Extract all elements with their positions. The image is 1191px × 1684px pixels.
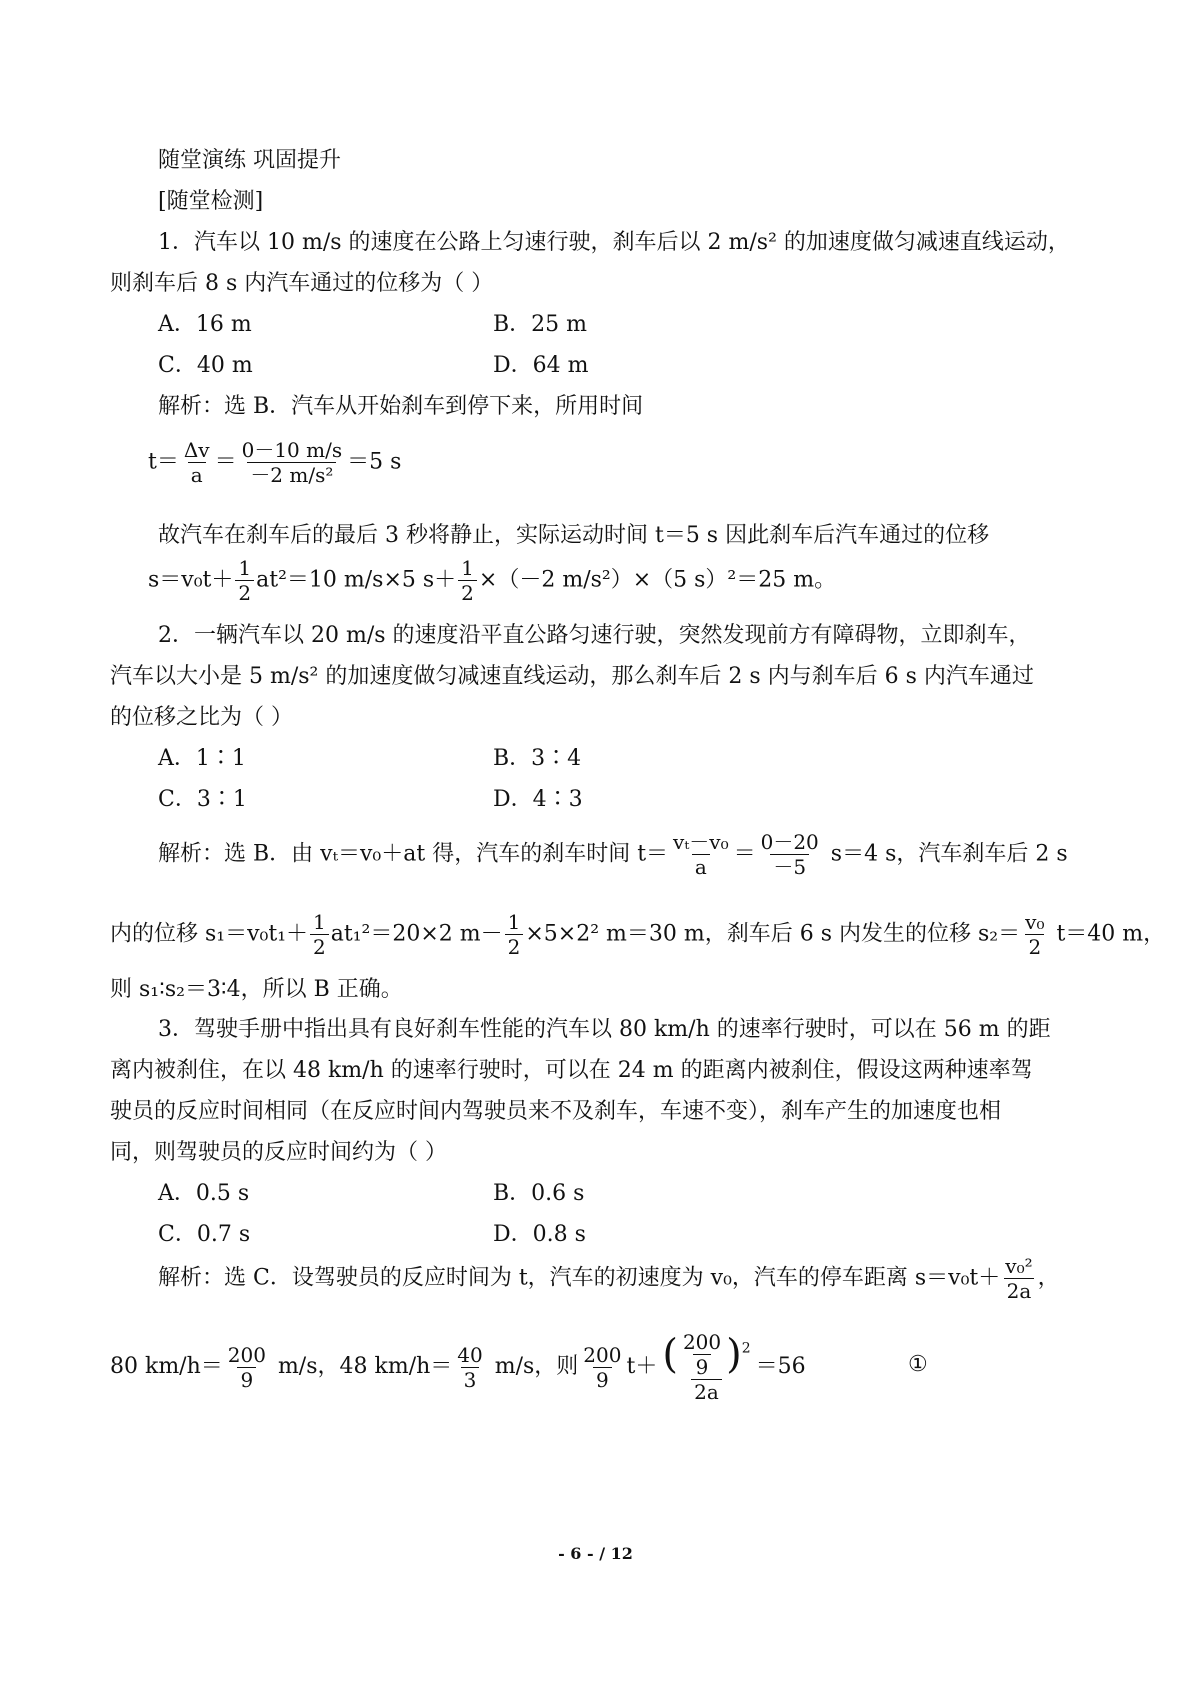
q2-stem-line2: 汽车以大小是 5 m/s² 的加速度做匀减速直线运动，那么刹车后 2 s 内与刹车后 6 s 内汽车通过 xyxy=(110,664,1034,689)
q1-eq-frac2 xyxy=(239,438,346,487)
q3-frac-80 xyxy=(225,1343,269,1392)
q2-line2-part-d: t＝40 m， xyxy=(1049,921,1166,947)
q3-l2-part-c: m/s，则 xyxy=(487,1354,579,1379)
q3-option-a: A．0.5 s xyxy=(158,1181,250,1206)
q2-analysis-line1 xyxy=(158,830,1068,879)
q3-frac-squared xyxy=(659,1330,753,1404)
q3-l2-part-d: t＋ xyxy=(626,1354,658,1379)
q2-analysis-line2 xyxy=(110,910,1165,959)
q1-line4-part-b: at²＝10 m/s×5 s＋ xyxy=(256,567,457,593)
q3-frac-stop-den: 2a xyxy=(1004,1278,1035,1303)
q1-line4-part-c: ×（－2 m/s²）×（5 s）²＝25 m。 xyxy=(478,567,837,593)
q2-eq: ＝ xyxy=(733,841,756,867)
q1-half-num-2: 1 xyxy=(461,556,474,580)
q2-option-a: A．1∶1 xyxy=(158,746,246,771)
q3-inner-frac xyxy=(680,1330,724,1379)
q3-stem-line3: 驶员的反应时间相同（在反应时间内驾驶员来不及刹车，车速不变），刹车产生的加速度也相 xyxy=(110,1099,1002,1124)
equation-marker: ① xyxy=(908,1352,928,1377)
q2-line2-part-a: 内的位移 s₁＝v₀t₁＋ xyxy=(110,921,309,947)
q3-frac-48 xyxy=(454,1343,485,1392)
q2-frac3-den: 2 xyxy=(1025,934,1044,959)
q3-frac-v-num: 200 xyxy=(583,1342,622,1367)
q1-half-den-2: 2 xyxy=(458,580,477,605)
q1-eq-frac1-den: a xyxy=(188,462,206,487)
q3-stem-line1: 3．驾驶手册中指出具有良好刹车性能的汽车以 80 km/h 的速率行驶时，可以在 56 m 的距 xyxy=(158,1017,1051,1042)
q1-option-d: D．64 m xyxy=(493,353,589,378)
q1-eq-equals: ＝ xyxy=(214,449,237,475)
q2-frac2-den: －5 xyxy=(770,854,809,879)
q2-half-den: 2 xyxy=(310,934,329,959)
q2-analysis-line3: 则 s₁∶s₂＝3∶4，所以 B 正确。 xyxy=(110,977,403,1002)
q2-option-c: C．3∶1 xyxy=(158,787,247,812)
q2-frac1 xyxy=(670,830,732,879)
q2-option-b: B．3∶4 xyxy=(493,746,582,771)
q2-frac2 xyxy=(758,830,822,879)
q2-half-num: 1 xyxy=(313,910,326,934)
q2-stem-line1: 2．一辆汽车以 20 m/s 的速度沿平直公路匀速行驶，突然发现前方有障碍物，立即刹车， xyxy=(158,623,1031,648)
q1-half-frac2 xyxy=(458,556,477,605)
q1-equation xyxy=(148,438,401,487)
q3-frac-v-den: 9 xyxy=(593,1367,612,1392)
q1-eq-frac1-num: Δv xyxy=(183,438,210,462)
q2-analysis-part-b: s＝4 s，汽车刹车后 2 s xyxy=(823,841,1068,867)
q3-frac-48-num: 40 xyxy=(457,1342,483,1367)
q1-analysis-line3: 故汽车在刹车后的最后 3 秒将静止，实际运动时间 t＝5 s 因此刹车后汽车通过的位移 xyxy=(158,523,990,548)
q2-line2-part-b: at₁²＝20×2 m－ xyxy=(330,921,503,947)
q3-frac-squared-den: 2a xyxy=(691,1379,722,1404)
q3-frac-stop xyxy=(1002,1254,1035,1303)
q1-stem-line1: 1．汽车以 10 m/s 的速度在公路上匀速行驶，刹车后以 2 m/s² 的加速度做匀减速直线运动， xyxy=(158,230,1070,255)
q1-option-c: C．40 m xyxy=(158,353,253,378)
q3-option-c: C．0.7 s xyxy=(158,1222,251,1247)
q2-frac3-num: v₀ xyxy=(1025,910,1045,934)
q2-frac2-num: 0－20 xyxy=(760,830,819,854)
q1-analysis-line4 xyxy=(148,556,836,605)
page-number: - 6 - / 12 xyxy=(558,1544,633,1563)
q3-analysis-end: ， xyxy=(1037,1265,1060,1291)
q1-option-a: A．16 m xyxy=(158,312,252,337)
q2-half-num-2: 1 xyxy=(507,910,521,934)
q3-frac-48-den: 3 xyxy=(461,1367,480,1392)
q3-analysis-line1 xyxy=(158,1254,1060,1303)
q3-frac-80-den: 9 xyxy=(237,1367,256,1392)
q1-eq-frac2-den: －2 m/s² xyxy=(247,462,336,487)
q1-eq-frac2-num: 0－10 m/s xyxy=(241,438,343,462)
q2-half-frac2 xyxy=(505,910,524,959)
q1-eq-result: ＝5 s xyxy=(347,449,402,475)
q3-inner-frac-num: 200 xyxy=(682,1330,722,1354)
q3-stem-line2: 离内被刹住，在以 48 km/h 的速率行驶时，可以在 24 m 的距离内被刹住，假设这两种速率驾 xyxy=(110,1058,1033,1083)
q1-stem-line2: 则刹车后 8 s 内汽车通过的位移为（ ） xyxy=(110,271,494,296)
q3-analysis-line2 xyxy=(110,1330,806,1404)
q3-l2-part-a: 80 km/h＝ xyxy=(110,1354,223,1379)
q2-analysis-part-a: 解析：选 B．由 vₜ＝v₀＋at 得，汽车的刹车时间 t＝ xyxy=(158,841,669,867)
q2-frac1-den: a xyxy=(692,854,710,879)
q2-half-frac1 xyxy=(310,910,329,959)
q3-frac-80-num: 200 xyxy=(227,1342,266,1367)
q3-analysis-part-a: 解析：选 C．设驾驶员的反应时间为 t，汽车的初速度为 v₀，汽车的停车距离 s＝v₀t＋ xyxy=(158,1265,1001,1291)
q1-option-b: B．25 m xyxy=(493,312,588,337)
q3-right-paren: ) xyxy=(726,1331,742,1378)
q3-frac-v xyxy=(580,1343,624,1392)
q3-frac-stop-num: v₀² xyxy=(1005,1254,1033,1278)
q3-l2-part-e: ＝56 xyxy=(755,1354,806,1379)
q1-half-num: 1 xyxy=(238,556,252,580)
q3-l2-part-b: m/s，48 km/h＝ xyxy=(270,1354,453,1379)
q2-frac1-num: vₜ－v₀ xyxy=(673,830,729,854)
q1-eq-frac1 xyxy=(181,438,213,487)
q1-analysis-line1: 解析：选 B．汽车从开始刹车到停下来，所用时间 xyxy=(158,394,644,419)
q3-option-b: B．0.6 s xyxy=(493,1181,585,1206)
q3-exponent: 2 xyxy=(741,1340,751,1357)
q1-eq-lhs: t＝ xyxy=(148,449,179,475)
section-title: 随堂演练 巩固提升 xyxy=(158,148,341,173)
q1-line4-part-a: s＝v₀t＋ xyxy=(148,567,234,593)
q3-frac-squared-num xyxy=(659,1330,753,1379)
q1-half-den: 2 xyxy=(235,580,254,605)
q2-frac3 xyxy=(1022,910,1047,959)
q3-stem-line4: 同，则驾驶员的反应时间约为（ ） xyxy=(110,1140,447,1165)
q2-stem-line3: 的位移之比为（ ） xyxy=(110,705,293,730)
q3-inner-frac-den: 9 xyxy=(693,1354,712,1379)
q3-option-d: D．0.8 s xyxy=(493,1222,586,1247)
section-subtitle: [随堂检测] xyxy=(158,189,264,214)
q2-half-den-2: 2 xyxy=(505,934,524,959)
q2-line2-part-c: ×5×2² m＝30 m，刹车后 6 s 内发生的位移 s₂＝ xyxy=(525,921,1021,947)
q1-half-frac1 xyxy=(235,556,254,605)
q3-left-paren: ( xyxy=(662,1331,678,1378)
q2-option-d: D．4∶3 xyxy=(493,787,583,812)
